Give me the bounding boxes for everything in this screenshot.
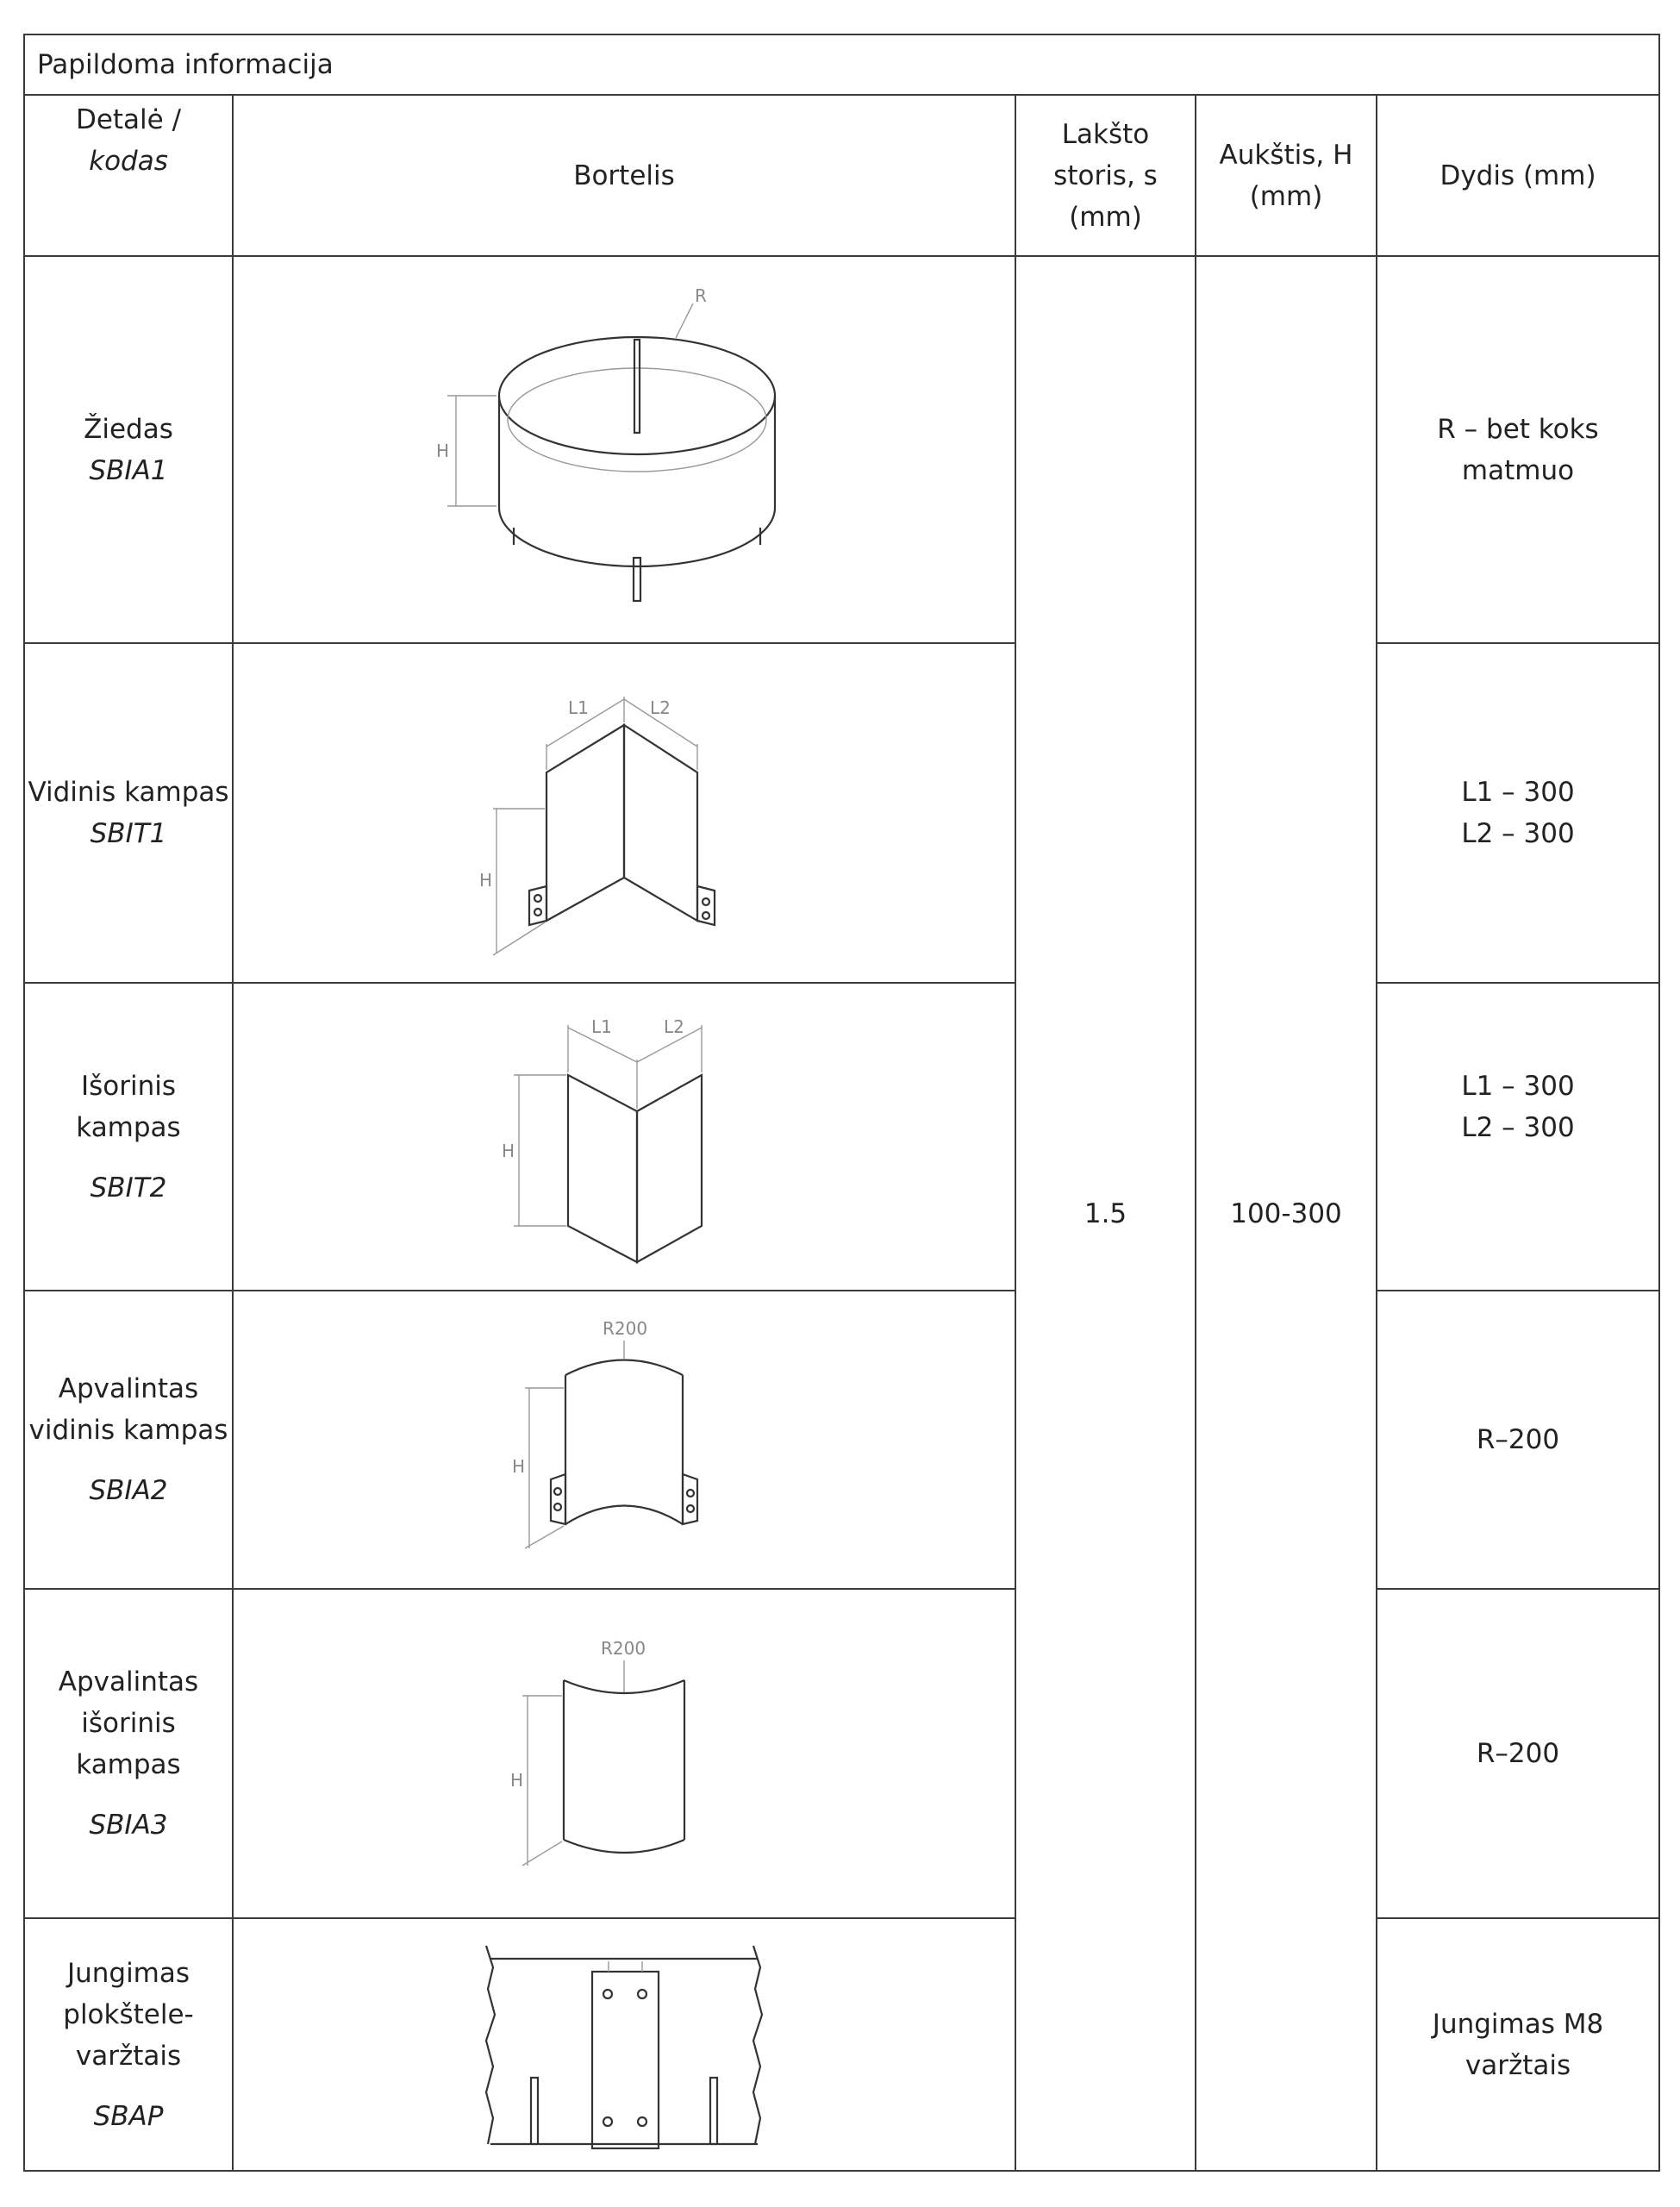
detail-name: Žiedas [84, 413, 173, 445]
header-row [24, 95, 1659, 256]
detail-name: kampas [76, 1749, 181, 1780]
table-row [24, 643, 1659, 983]
ring-drawing [436, 278, 805, 622]
table-row [24, 256, 1659, 643]
drawing-cell [233, 1918, 1015, 2171]
size-value: matmuo [1461, 454, 1575, 486]
detail-code: SBIT2 [90, 1172, 167, 1204]
size-cell [1377, 983, 1659, 1291]
detail-cell [24, 1291, 233, 1589]
detail-name: Vidinis kampas [28, 777, 229, 808]
drawing-cell [233, 256, 1015, 643]
detail-name: Apvalintas [58, 1373, 199, 1404]
outer-l1-label: L1 [591, 1016, 612, 1037]
detail-name: plokštele- [63, 1998, 194, 2030]
header-thickness-line: (mm) [1069, 201, 1142, 233]
inner-l2-label: L2 [650, 697, 671, 718]
size-value: L2 – 300 [1461, 818, 1575, 849]
detail-cell [24, 643, 233, 983]
title-row [24, 34, 1659, 95]
table-row [24, 983, 1659, 1291]
table-row [24, 1589, 1659, 1918]
size-value: Jungimas M8 [1432, 2008, 1604, 2040]
detail-name: kampas [76, 1111, 181, 1143]
rounded-outer-corner-drawing [503, 1616, 745, 1891]
header-size: Dydis (mm) [1377, 95, 1659, 256]
size-cell [1377, 1918, 1659, 2171]
header-height-line: Aukštis, H [1219, 139, 1353, 171]
header-code-label: kodas [89, 146, 168, 177]
detail-cell [24, 256, 233, 643]
inner-corner-drawing [478, 671, 771, 955]
detail-name: Apvalintas [58, 1666, 199, 1697]
header-thickness [1015, 95, 1196, 256]
rounded-inner-corner-drawing [503, 1310, 745, 1569]
inner-l1-label: L1 [568, 697, 589, 718]
detail-name: varžtais [75, 2040, 182, 2072]
detail-cell [24, 1589, 233, 1918]
header-height-line: (mm) [1249, 180, 1323, 212]
detail-cell [24, 1918, 233, 2171]
detail-name: vidinis kampas [28, 1415, 228, 1446]
size-value: varžtais [1465, 2049, 1571, 2081]
outer-h-label: H [502, 1140, 515, 1161]
size-cell [1377, 1291, 1659, 1589]
rinner-h-label: H [512, 1456, 526, 1477]
joint-plate-drawing [478, 1937, 771, 2153]
detail-code: SBIA2 [89, 1475, 168, 1506]
header-detail [24, 95, 233, 256]
detail-code: SBIA1 [89, 454, 168, 486]
detail-name: Išorinis [80, 1070, 177, 1102]
size-value: R–200 [1476, 1424, 1560, 1455]
detail-name: išorinis [81, 1708, 176, 1739]
spec-table [23, 34, 1660, 2172]
drawing-cell [233, 1589, 1015, 1918]
ring-h-label: H [436, 440, 450, 461]
outer-l2-label: L2 [664, 1016, 684, 1037]
ring-r-label: R [695, 284, 707, 306]
size-value: R–200 [1476, 1738, 1560, 1769]
detail-code: SBAP [93, 2100, 164, 2132]
detail-code: SBIT1 [90, 818, 167, 849]
table-row [24, 1291, 1659, 1589]
rinner-r-label: R200 [603, 1318, 648, 1339]
size-value: L2 – 300 [1461, 1111, 1575, 1143]
inner-h-label: H [479, 870, 493, 891]
size-cell [1377, 643, 1659, 983]
header-height [1196, 95, 1377, 256]
router-r-label: R200 [601, 1638, 646, 1659]
detail-name: Jungimas [66, 1957, 190, 1989]
height-value: 100-300 [1196, 256, 1377, 2171]
size-value: L1 – 300 [1461, 1070, 1575, 1102]
drawing-cell [233, 983, 1015, 1291]
detail-cell [24, 983, 233, 1291]
size-cell [1377, 1589, 1659, 1918]
drawing-cell [233, 1291, 1015, 1589]
header-bortelis: Bortelis [233, 95, 1015, 256]
header-thickness-line: Lakšto [1061, 118, 1150, 150]
table-title: Papildoma informacija [24, 34, 1659, 95]
router-h-label: H [510, 1770, 524, 1791]
size-cell [1377, 256, 1659, 643]
thickness-value: 1.5 [1015, 256, 1196, 2171]
size-value: R – bet koks [1437, 413, 1599, 445]
outer-corner-drawing [495, 1003, 753, 1271]
header-detail-label: Detalė / [75, 104, 182, 135]
table-row [24, 1918, 1659, 2171]
size-value: L1 – 300 [1461, 777, 1575, 808]
header-thickness-line: storis, s [1053, 159, 1158, 191]
drawing-cell [233, 643, 1015, 983]
detail-code: SBIA3 [89, 1810, 168, 1841]
